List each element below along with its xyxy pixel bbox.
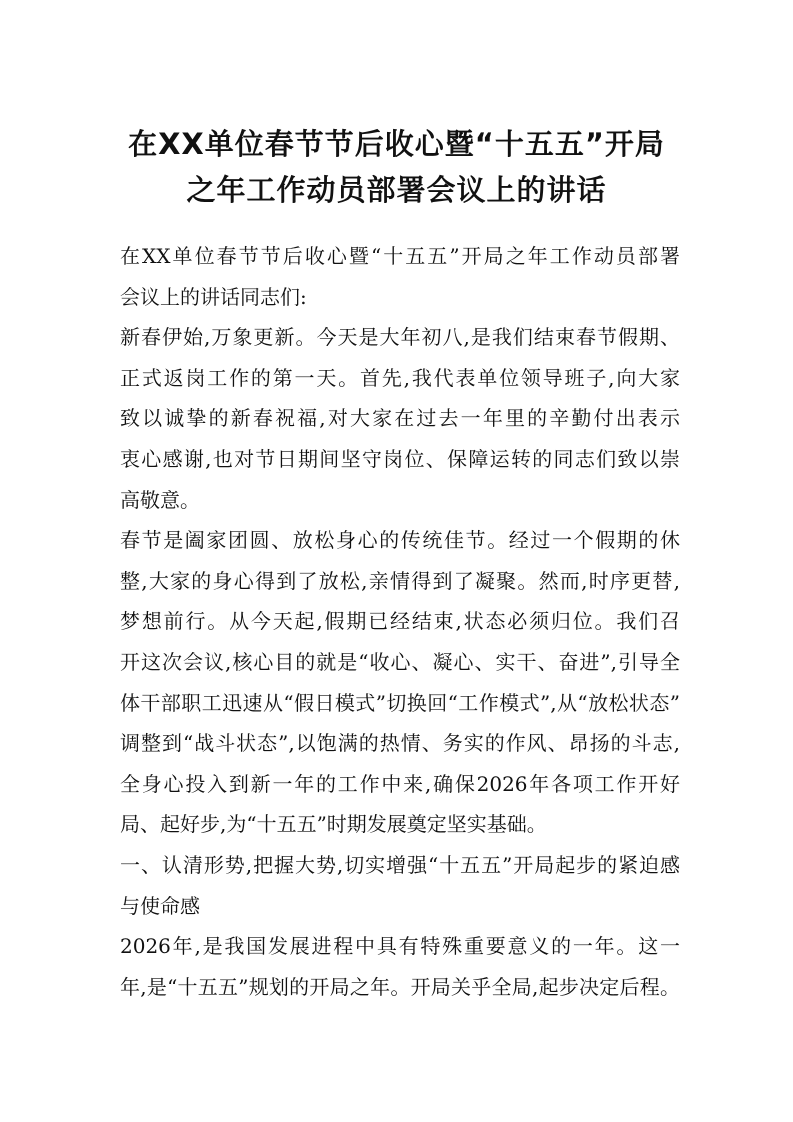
body-line: 年,是“十五五”规划的开局之年。开局关乎全局,起步决定后程。 [120, 974, 680, 999]
body-line: 开这次会议,核心目的就是“收心、凝心、实干、奋进”,引导全 [120, 649, 680, 674]
body-line: 梦想前行。从今天起,假期已经结束,状态必须归位。我们召 [120, 609, 680, 634]
section-heading-line: 一、认清形势,把握大势,切实增强“十五五”开局起步的紧迫感 [120, 852, 680, 877]
body-line: 调整到“战斗状态”,以饱满的热情、务实的作风、昂扬的斗志, [120, 731, 680, 756]
body-line: 高敬意。 [120, 487, 200, 512]
body-line: 正式返岗工作的第一天。首先,我代表单位领导班子,向大家 [120, 365, 680, 390]
body-line: 在XX单位春节节后收心暨“十五五”开局之年工作动员部署 [120, 244, 680, 268]
body-line: 会议上的讲话同志们: [120, 284, 307, 309]
document-title-line-1: 在XX单位春节节后收心暨“十五五”开局 [128, 127, 665, 161]
body-line: 体干部职工迅速从“假日模式”切换回“工作模式”,从“放松状态” [120, 690, 680, 715]
document-title-line-2: 之年工作动员部署会议上的讲话 [186, 173, 607, 207]
body-line: 局、起好步,为“十五五”时期发展奠定坚实基础。 [120, 812, 547, 837]
body-line: 全身心投入到新一年的工作中来,确保2026年各项工作开好 [120, 771, 680, 796]
document-body [120, 236, 680, 1007]
body-line: 衷心感谢,也对节日期间坚守岗位、保障运转的同志们致以崇 [120, 446, 680, 471]
body-line: 新春伊始,万象更新。今天是大年初八,是我们结束春节假期、 [120, 325, 680, 350]
section-heading-line: 与使命感 [120, 893, 200, 918]
body-line: 春节是阖家团圆、放松身心的传统佳节。经过一个假期的休 [120, 528, 680, 553]
body-line: 2026年,是我国发展进程中具有特殊重要意义的一年。这一 [120, 934, 680, 959]
body-line: 整,大家的身心得到了放松,亲情得到了凝聚。然而,时序更替, [120, 568, 680, 593]
body-line: 致以诚挚的新春祝福,对大家在过去一年里的辛勤付出表示 [120, 406, 680, 431]
